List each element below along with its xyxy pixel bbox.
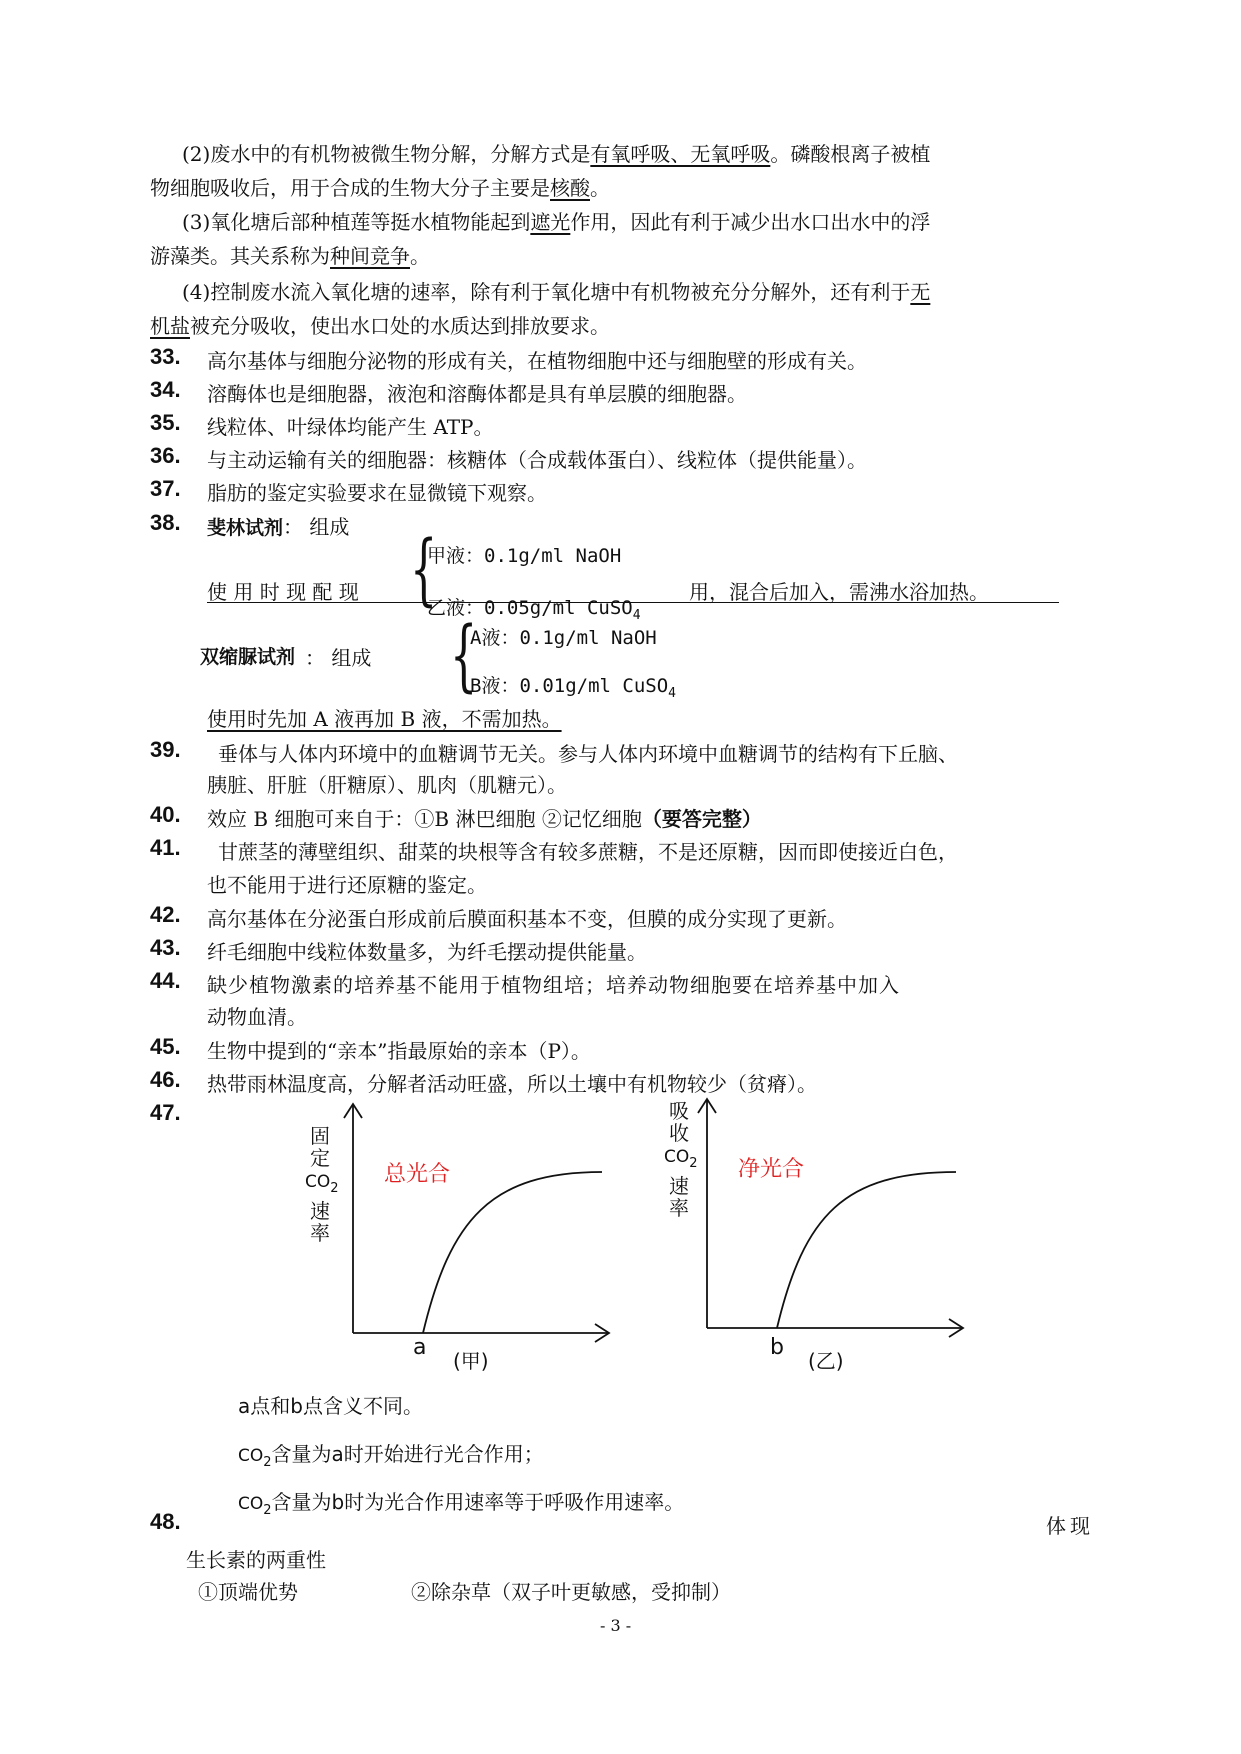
- para2-text-b: 。磷酸根离子被植: [770, 142, 931, 166]
- page-number: - 3 -: [600, 1616, 632, 1635]
- para3-text-c: 游藻类。其关系称为: [150, 244, 330, 268]
- graph-note-3: [238, 1486, 684, 1518]
- graph-note-2-co: CO: [238, 1446, 264, 1466]
- item-number-47: 47.: [150, 1100, 181, 1125]
- fehling-solution-b-subscript: 4: [632, 607, 641, 623]
- graph1-caption: (甲): [453, 1349, 489, 1373]
- graph-note-3-co: CO: [238, 1494, 264, 1514]
- biuret-reagent-label: 双缩脲试剂: [200, 646, 296, 668]
- biuret-composition-label: ： 组成: [305, 646, 372, 670]
- item-text-39-line2: 胰脏、肝脏（肝糖原）、肌肉（肌糖元）。: [207, 773, 567, 797]
- graph1-ylabel-co: CO: [305, 1172, 331, 1192]
- graph2-plot: [694, 1095, 974, 1340]
- item-number-43: 43.: [150, 935, 181, 960]
- graph1-plot: [340, 1100, 620, 1345]
- item-text-40-main: 效应 B 细胞可来自于：①B 淋巴细胞 ②记忆细胞: [207, 807, 642, 831]
- graph2-ylabel-bottom: 速率: [669, 1174, 689, 1220]
- graph2-title: 净光合: [738, 1157, 805, 1182]
- item-text-45: 生物中提到的“亲本”指最原始的亲本（P）。: [207, 1039, 591, 1063]
- graph1-ylabel: [305, 1124, 339, 1245]
- para2-text-d: 。: [590, 176, 610, 200]
- item-number-46: 46.: [150, 1067, 181, 1092]
- item-number-44: 44.: [150, 968, 181, 993]
- graph1-ylabel-co2: [305, 1168, 339, 1196]
- graph2-ylabel: [664, 1099, 698, 1220]
- graph-note-2-text: 含量为a时开始进行光合作用；: [271, 1442, 544, 1466]
- item-text-34: 溶酶体也是细胞器，液泡和溶酶体都是具有单层膜的细胞器。: [207, 382, 747, 406]
- fehling-composition-label: ： 组成: [283, 515, 350, 539]
- item-number-42: 42.: [150, 902, 181, 927]
- item-text-38: [207, 511, 349, 540]
- graph2-ylabel-top: 吸收: [669, 1099, 689, 1145]
- biuret-solution-b-text: B液：0.01g/ml CuSO: [470, 675, 669, 697]
- graph1-ylabel-sub: 2: [330, 1181, 339, 1196]
- biuret-solution-b: [470, 671, 676, 701]
- item-number-34: 34.: [150, 377, 181, 402]
- item-number-48: 48.: [150, 1509, 181, 1534]
- para4-text-b: 被充分吸收，使出水口处的水质达到排放要求。: [190, 314, 610, 338]
- graph1-point-label: a: [413, 1335, 427, 1360]
- graph1-ylabel-top: 固定: [310, 1124, 330, 1170]
- fehling-usage-pre: 使 用 时 现 配 现: [207, 580, 359, 604]
- fehling-brace: {: [410, 525, 438, 615]
- para2-text-a: (2)废水中的有机物被微生物分解，分解方式是: [182, 142, 591, 166]
- para4-line2: [150, 310, 610, 339]
- item-number-33: 33.: [150, 344, 181, 369]
- biuret-solution-a: A液：0.1g/ml NaOH: [470, 627, 657, 649]
- graph2-curve: [777, 1172, 956, 1328]
- graph-note-2: [238, 1438, 544, 1470]
- item-text-41-line2: 也不能用于进行还原糖的鉴定。: [207, 873, 487, 897]
- item-text-37: 脂肪的鉴定实验要求在显微镜下观察。: [207, 481, 547, 505]
- graph2-point-label: b: [770, 1335, 784, 1360]
- para2-line2: [150, 172, 610, 201]
- para2-underlined-answer: 有氧呼吸、无氧呼吸: [590, 142, 771, 166]
- item-text-39-line1: 垂体与人体内环境中的血糖调节无关。参与人体内环境中血糖调节的结构有下丘脑、: [218, 742, 958, 766]
- fehling-usage-post: 用，混合后加入，需沸水浴加热。: [689, 580, 989, 604]
- item-text-44-line2: 动物血清。: [207, 1005, 307, 1029]
- para3-line2: [150, 240, 430, 269]
- item-text-36: 与主动运输有关的细胞器：核糖体（合成载体蛋白）、线粒体（提供能量）。: [207, 448, 867, 472]
- item-number-40: 40.: [150, 802, 181, 827]
- graph-note-3-sub: 2: [263, 1503, 272, 1518]
- item-text-48-line2: 生长素的两重性: [186, 1548, 326, 1572]
- fehling-solution-b-text: 乙液：0.05g/ml CuSO: [427, 597, 633, 619]
- graph1-title: 总光合: [384, 1162, 451, 1187]
- para4-text-a: (4)控制废水流入氧化塘的速率，除有利于氧化塘中有机物被充分分解外，还有利于: [182, 280, 911, 304]
- graph1-ylabel-bottom: 速率: [310, 1199, 330, 1245]
- para4-underlined-answer: 无: [910, 280, 931, 304]
- para3-underlined-answer: 遮光: [530, 210, 571, 234]
- graph1-curve: [423, 1172, 602, 1333]
- para2-underlined-answer2: 核酸: [550, 176, 590, 200]
- graph2-caption: (乙): [808, 1349, 844, 1373]
- item-text-48-right: 体现: [1046, 1514, 1094, 1538]
- para3-underlined-answer2: 种间竞争: [330, 244, 410, 268]
- para2-line1: [182, 138, 930, 167]
- fehling-solution-a: 甲液：0.1g/ml NaOH: [427, 545, 622, 567]
- para4-underlined-answer2: 机盐: [150, 314, 190, 338]
- graph-note-2-sub: 2: [263, 1455, 272, 1470]
- item-number-41: 41.: [150, 835, 181, 860]
- para4-line1: [182, 276, 930, 305]
- item-number-36: 36.: [150, 443, 181, 468]
- fehling-usage-line: [207, 576, 1059, 623]
- item-text-44-line1: 缺少植物激素的培养基不能用于植物组培；培养动物细胞要在培养基中加入: [207, 973, 900, 997]
- item-text-48-col1: ①顶端优势: [198, 1580, 298, 1604]
- graph-note-3-text: 含量为b时为光合作用速率等于呼吸作用速率。: [271, 1490, 685, 1514]
- para3-text-a: (3)氧化塘后部种植莲等挺水植物能起到: [182, 210, 531, 234]
- graph2-ylabel-co2: [664, 1143, 698, 1171]
- item-text-42: 高尔基体在分泌蛋白形成前后膜面积基本不变，但膜的成分实现了更新。: [207, 907, 847, 931]
- fehling-reagent-label: 斐林试剂: [207, 517, 284, 539]
- item-number-35: 35.: [150, 410, 181, 435]
- item-text-40-emphasis: （要答完整）: [641, 807, 762, 831]
- para3-line1: [182, 206, 930, 235]
- item-number-45: 45.: [150, 1034, 181, 1059]
- item-number-38: 38.: [150, 510, 181, 535]
- item-text-33: 高尔基体与细胞分泌物的形成有关，在植物细胞中还与细胞壁的形成有关。: [207, 349, 867, 373]
- item-number-37: 37.: [150, 476, 181, 501]
- biuret-brace: {: [450, 611, 478, 701]
- graph-note-1: a点和b点含义不同。: [238, 1394, 423, 1418]
- item-text-43: 纤毛细胞中线粒体数量多，为纤毛摆动提供能量。: [207, 940, 647, 964]
- item-text-40: [207, 803, 762, 832]
- graph2-ylabel-sub: 2: [689, 1156, 698, 1171]
- item-text-48-col2: ②除杂草（双子叶更敏感，受抑制）: [411, 1580, 731, 1604]
- item-text-41-line1: 甘蔗茎的薄壁组织、甜菜的块根等含有较多蔗糖，不是还原糖，因而即使接近白色，: [218, 840, 958, 864]
- item-text-35: 线粒体、叶绿体均能产生 ATP。: [207, 415, 494, 439]
- biuret-solution-b-subscript: 4: [668, 685, 676, 701]
- para2-text-c: 物细胞吸收后，用于合成的生物大分子主要是: [150, 176, 550, 200]
- graph2-ylabel-co: CO: [664, 1147, 690, 1167]
- biuret-usage: 使用时先加 A 液再加 B 液，不需加热。: [207, 707, 562, 731]
- para3-text-b: 作用，因此有利于减少出水口出水中的浮: [570, 210, 931, 234]
- item-number-39: 39.: [150, 737, 181, 762]
- para3-text-d: 。: [410, 244, 430, 268]
- item-text-46: 热带雨林温度高，分解者活动旺盛，所以土壤中有机物较少（贫瘠）。: [207, 1072, 817, 1096]
